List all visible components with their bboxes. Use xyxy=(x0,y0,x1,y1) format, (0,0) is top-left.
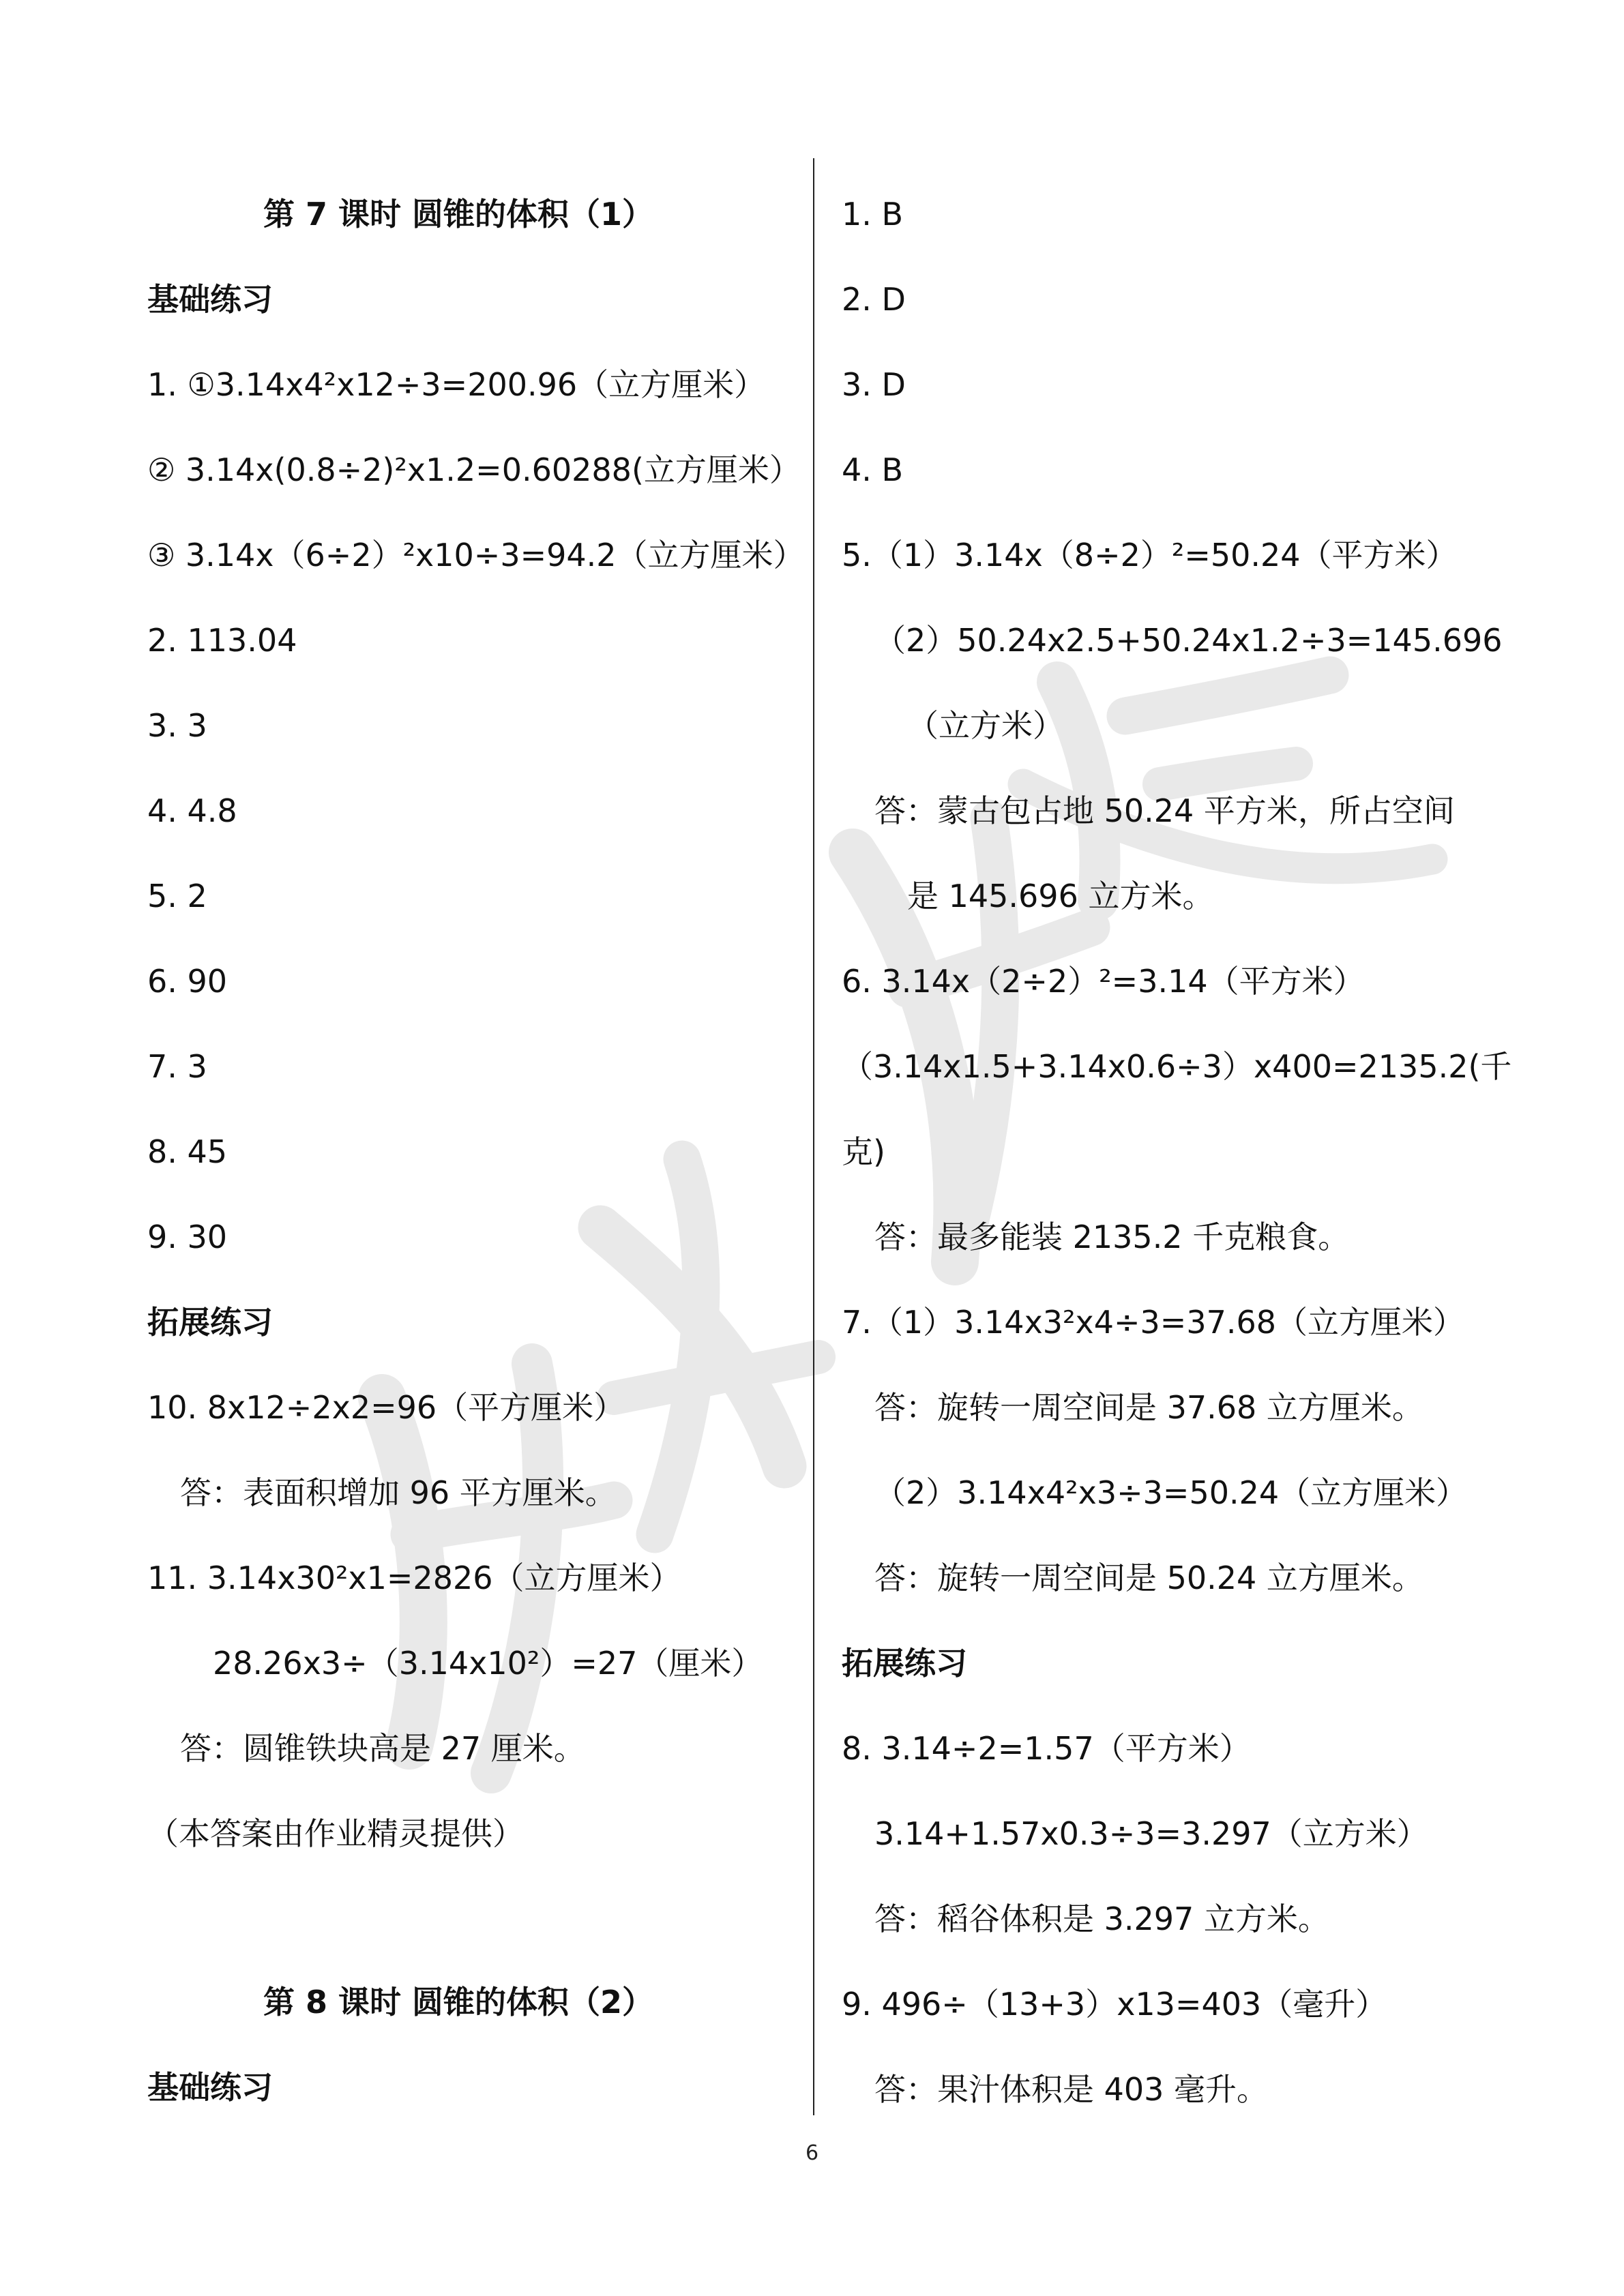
answer-line: 6. 3.14x（2÷2）²=3.14（平方米） xyxy=(842,963,1365,1000)
answer-line: 克) xyxy=(842,1133,885,1170)
answer-line: 10. 8x12÷2x2=96（平方厘米） xyxy=(147,1389,625,1426)
answer-line: 8. 45 xyxy=(147,1133,228,1170)
answer-line: 答：旋转一周空间是 50.24 立方厘米。 xyxy=(874,1560,1423,1596)
answer-line: 28.26x3÷（3.14x10²）=27（厘米） xyxy=(213,1645,763,1682)
answer-line: 8. 3.14÷2=1.57（平方米） xyxy=(842,1730,1251,1767)
column-divider xyxy=(813,158,814,2115)
answer-line: 7. 3 xyxy=(147,1048,207,1085)
answer-line: 4. 4.8 xyxy=(147,792,237,829)
answer-line: 3.14+1.57x0.3÷3=3.297（立方米） xyxy=(874,1815,1428,1852)
page-number: 6 xyxy=(805,2141,819,2165)
answer-line: 2. 113.04 xyxy=(147,622,297,659)
answer-line: 11. 3.14x30²x1=2826（立方厘米） xyxy=(147,1560,681,1596)
answer-line: 9. 496÷（13+3）x13=403（毫升） xyxy=(842,1986,1387,2023)
answer-line: （2）3.14x4²x3÷3=50.24（立方厘米） xyxy=(874,1474,1468,1511)
answer-line: （3.14x1.5+3.14x0.6÷3）x400=2135.2(千 xyxy=(842,1048,1512,1085)
answer-line: 是 145.696 立方米。 xyxy=(907,878,1214,914)
answer-line: ③ 3.14x（6÷2）²x10÷3=94.2（立方厘米） xyxy=(147,537,805,573)
section-heading: 拓展练习 xyxy=(147,1304,273,1341)
section-heading: 拓展练习 xyxy=(842,1645,967,1682)
answer-line: 答：稻谷体积是 3.297 立方米。 xyxy=(874,1900,1329,1937)
lesson-title: 第 8 课时 圆锥的体积（2） xyxy=(263,1984,654,2021)
answer-line: ② 3.14x(0.8÷2)²x1.2=0.60288(立方厘米） xyxy=(147,451,801,488)
answer-line: 9. 30 xyxy=(147,1219,228,1255)
answer-line: 答：果汁体积是 403 毫升。 xyxy=(874,2071,1269,2108)
answer-line: 1. B xyxy=(842,196,904,233)
section-heading: 基础练习 xyxy=(147,2069,273,2106)
answer-line: （立方米） xyxy=(907,707,1064,744)
answer-line: 5. 2 xyxy=(147,878,207,914)
answer-line: 答：表面积增加 96 平方厘米。 xyxy=(180,1474,617,1511)
answer-line: 3. D xyxy=(842,366,906,403)
answer-line: 答：圆锥铁块高是 27 厘米。 xyxy=(180,1730,585,1767)
answer-line: 5.（1）3.14x（8÷2）²=50.24（平方米） xyxy=(842,537,1458,573)
answer-line: （2）50.24x2.5+50.24x1.2÷3=145.696 xyxy=(874,622,1503,659)
section-heading: 基础练习 xyxy=(147,281,273,318)
answer-line: 2. D xyxy=(842,281,906,318)
answer-line: 答：旋转一周空间是 37.68 立方厘米。 xyxy=(874,1389,1423,1426)
answer-line: 3. 3 xyxy=(147,707,207,744)
answer-line: 答：最多能装 2135.2 千克粮食。 xyxy=(874,1219,1350,1255)
answer-line: 1. ①3.14x4²x12÷3=200.96（立方厘米） xyxy=(147,366,766,403)
answer-line: 答：蒙古包占地 50.24 平方米，所占空间 xyxy=(874,792,1455,829)
answer-line: （本答案由作业精灵提供） xyxy=(147,1815,524,1852)
lesson-title: 第 7 课时 圆锥的体积（1） xyxy=(263,196,654,233)
answer-line: 7.（1）3.14x3²x4÷3=37.68（立方厘米） xyxy=(842,1304,1465,1341)
answer-line: 6. 90 xyxy=(147,963,228,1000)
answer-line: 4. B xyxy=(842,451,904,488)
